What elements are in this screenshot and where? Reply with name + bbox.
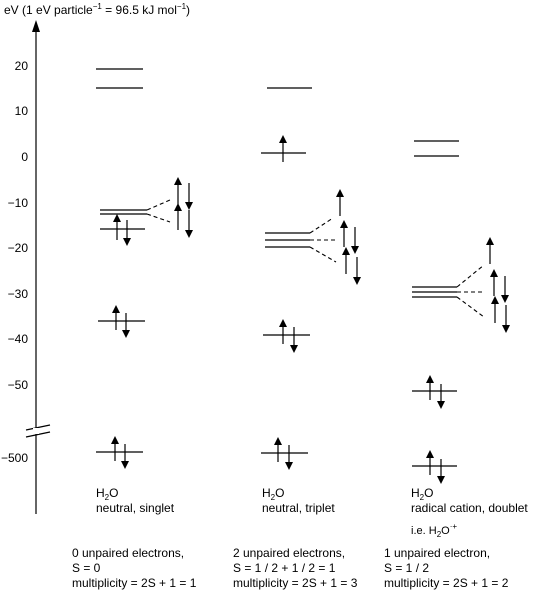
tick-label: −20 xyxy=(7,241,28,255)
state-label: neutral, singlet xyxy=(96,501,175,515)
tick-label: 10 xyxy=(14,104,28,118)
axis-title: eV (1 eV particle$^{-1}$ = 96.5 kJ mol$^{-1}$) xyxy=(4,2,191,17)
summary-line: multiplicity = 2S + 1 = 2 xyxy=(384,576,509,590)
tick-label: 20 xyxy=(14,59,28,73)
dashed-connector xyxy=(147,200,170,210)
summary-line: 0 unpaired electrons, xyxy=(72,546,185,560)
state-label: radical cation, doublet xyxy=(411,501,528,515)
column-triplet-splitting xyxy=(310,218,336,262)
species-note: i.e. $H_2O^{\cdot+}$ xyxy=(411,522,458,539)
species-formula: $H_2O$ xyxy=(411,486,434,502)
summary-line: 1 unpaired electron, xyxy=(384,546,491,560)
tick-label: −500 xyxy=(0,451,28,465)
column-triplet-caption xyxy=(233,486,358,590)
column-doublet-splitting xyxy=(457,265,484,317)
summary-line: S = 1 / 2 + 1 / 2 = 1 xyxy=(233,561,336,575)
tick-label: 0 xyxy=(21,150,28,164)
dashed-connector xyxy=(457,265,484,287)
column-doublet-levels xyxy=(412,141,459,466)
summary-line: 2 unpaired electrons, xyxy=(233,546,346,560)
tick-label: −50 xyxy=(7,378,28,392)
summary-line: multiplicity = 2S + 1 = 3 xyxy=(233,576,358,590)
dashed-connector xyxy=(457,297,484,317)
axis-break-gap xyxy=(33,428,39,434)
species-formula: $H_2O$ xyxy=(262,486,285,502)
summary-line: S = 0 xyxy=(72,561,101,575)
tick-label: −40 xyxy=(7,332,28,346)
column-singlet-caption xyxy=(72,486,197,590)
column-triplet-electrons xyxy=(278,139,357,466)
summary-line: multiplicity = 2S + 1 = 1 xyxy=(72,576,197,590)
tick-label: −30 xyxy=(7,287,28,301)
column-doublet-caption xyxy=(384,486,528,590)
summary-line: S = 1 / 2 xyxy=(384,561,430,575)
tick-label: −10 xyxy=(7,196,28,210)
column-singlet-splitting xyxy=(147,200,170,222)
column-singlet-levels xyxy=(96,69,147,452)
dashed-connector xyxy=(310,218,333,233)
species-formula: $H_2O$ xyxy=(96,486,119,502)
column-triplet-levels xyxy=(261,88,312,453)
axis-arrowhead xyxy=(32,20,40,32)
state-label: neutral, triplet xyxy=(262,501,335,515)
dashed-connector xyxy=(147,214,170,222)
column-singlet-electrons xyxy=(115,181,189,465)
dashed-connector xyxy=(310,247,336,262)
column-doublet-electrons xyxy=(430,241,506,480)
axis-tick-labels xyxy=(1,59,28,465)
